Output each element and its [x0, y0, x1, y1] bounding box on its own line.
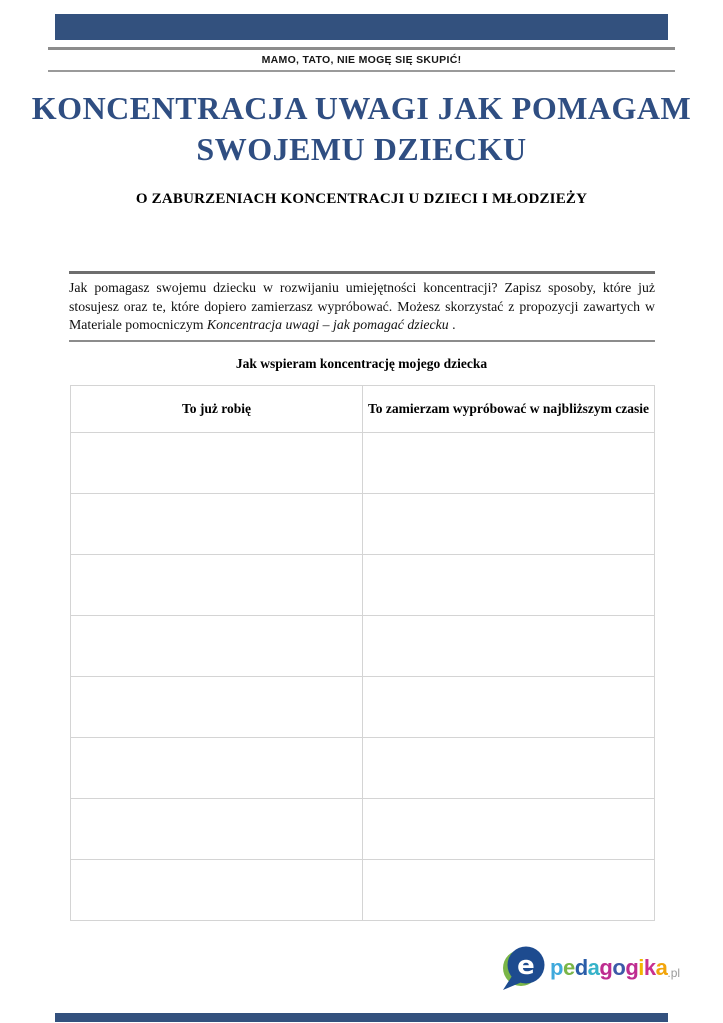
table-cell	[71, 616, 363, 677]
logo-letter: d	[574, 955, 588, 980]
table-cell	[363, 555, 655, 616]
intro-section	[69, 271, 655, 342]
column-header-doing: To już robię	[71, 386, 363, 433]
logo-letter: a	[655, 955, 668, 980]
table-cell	[71, 860, 363, 921]
intro-rule-bottom	[69, 340, 655, 342]
header-rule-bottom	[48, 70, 675, 72]
worksheet-table-body	[71, 433, 655, 921]
table-cell	[363, 738, 655, 799]
table-cell	[363, 799, 655, 860]
logo-letter: i	[638, 955, 644, 980]
intro-text-after: .	[448, 317, 456, 332]
table-cell	[363, 616, 655, 677]
logo-letter: k	[643, 955, 656, 980]
worksheet-table-head	[71, 386, 655, 433]
epedagogika-logo-mark	[500, 944, 550, 992]
logo-mark-letter: e	[517, 951, 535, 981]
logo-letter: p	[550, 955, 563, 980]
intro-text-before: Jak pomagasz swojemu dziecku w rozwijaniu umiejętności koncentracji? Zapisz sposoby, które już stosujesz oraz te, które dopiero zamierzasz wypróbować. Możesz skorzystać z propozycji zawartych w Materiale pomocniczym	[69, 280, 655, 332]
table-row	[71, 433, 655, 494]
table-row	[71, 799, 655, 860]
logo-suffix: .pl	[667, 966, 681, 980]
intro-paragraph	[69, 279, 655, 335]
table-caption: Jak wspieram koncentrację mojego dziecka	[235, 356, 488, 371]
banner-title: MAMO, TATO, NIE MOGĘ SIĘ SKUPIĆ!	[261, 54, 462, 66]
table-cell	[71, 738, 363, 799]
header-rule-top	[48, 47, 675, 50]
page-title-line2: SWOJEMU DZIECKU	[196, 131, 527, 167]
worksheet-table	[70, 385, 655, 921]
logo-wordmark	[550, 944, 667, 992]
table-row	[71, 677, 655, 738]
table-cell	[363, 433, 655, 494]
column-header-planning: To zamierzam wypróbować w najbliższym czasie	[363, 386, 655, 433]
table-cell	[363, 494, 655, 555]
page-subtitle: O ZABURZENIACH KONCENTRACJI U DZIECI I MŁODZIEŻY	[135, 191, 588, 207]
logo-letter: e	[562, 955, 575, 980]
table-cell	[71, 433, 363, 494]
table-cell	[363, 860, 655, 921]
table-row	[71, 616, 655, 677]
table-cell	[363, 677, 655, 738]
intro-material-title: Koncentracja uwagi – jak pomagać dziecku	[206, 317, 449, 332]
table-cell	[71, 799, 363, 860]
top-banner-bar	[55, 14, 668, 40]
logo-letter: a	[587, 955, 600, 980]
logo-letter: g	[625, 955, 639, 980]
page-title-line1: KONCENTRACJA UWAGI JAK POMAGAM	[31, 90, 692, 126]
table-cell	[71, 494, 363, 555]
intro-rule-top	[69, 271, 655, 274]
bottom-banner-bar	[55, 1013, 668, 1022]
table-row	[71, 494, 655, 555]
logo-letter: g	[599, 955, 613, 980]
table-row	[71, 555, 655, 616]
table-header-row	[71, 386, 655, 433]
epedagogika-logo	[500, 944, 680, 992]
logo-letter: o	[612, 955, 626, 980]
table-cell	[71, 555, 363, 616]
table-row	[71, 738, 655, 799]
table-row	[71, 860, 655, 921]
page-title	[0, 88, 723, 170]
table-cell	[71, 677, 363, 738]
